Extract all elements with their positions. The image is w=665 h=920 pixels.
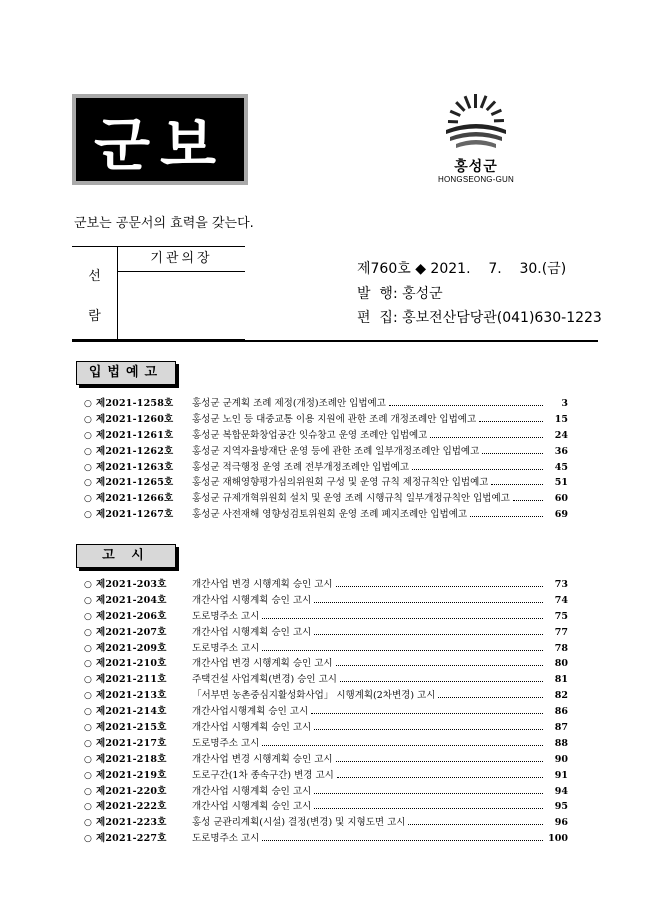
entry-number: 제2021-207호	[96, 626, 167, 638]
entry-page: 87	[554, 722, 568, 734]
entry-number: 제2021-223호	[96, 817, 167, 829]
bullet-icon: ○	[84, 802, 92, 813]
leader-dots	[314, 594, 543, 603]
hongseong-emblem-icon	[442, 92, 510, 154]
entry-page: 86	[554, 706, 568, 718]
entry-page: 45	[554, 461, 568, 473]
section-tab-notices: 고 시	[76, 544, 176, 568]
entry-title: 개간사업시행계획 승인 고시	[192, 706, 309, 718]
notices-list	[84, 577, 568, 847]
header-divider	[72, 340, 598, 342]
toc-entry[interactable]	[84, 428, 568, 444]
entry-number: 제2021-203호	[96, 579, 167, 590]
entry-title: 개간사업 변경 시행계획 승인 고시	[192, 658, 333, 670]
entry-number: 제2021-211호	[96, 674, 167, 686]
entry-number: 제2021-210호	[96, 658, 167, 670]
bullet-icon: ○	[84, 627, 92, 638]
entry-title: 도로구간(1차 종속구간) 변경 고시	[192, 769, 334, 781]
entry-page: 80	[554, 658, 568, 670]
toc-entry[interactable]	[84, 656, 568, 672]
entry-number: 제2021-227호	[96, 833, 167, 845]
agency-head-label: 기관의장	[118, 247, 245, 272]
leader-dots	[311, 705, 543, 714]
toc-entry[interactable]	[84, 593, 568, 609]
bullet-icon: ○	[84, 399, 92, 409]
leader-dots	[314, 626, 543, 635]
entry-title: 홍성군 노인 등 대중교통 이용 지원에 관한 조례 개정조례안 입법예고	[192, 413, 477, 425]
entry-page: 95	[554, 801, 568, 813]
entry-title: 개간사업 시행계획 승인 고시	[192, 626, 312, 638]
entry-page: 75	[554, 610, 568, 622]
bullet-icon: ○	[84, 494, 92, 505]
entry-title: 개간사업 시행계획 승인 고시	[192, 785, 312, 797]
entry-page: 51	[554, 477, 568, 489]
bullet-icon: ○	[84, 595, 92, 606]
entry-page: 60	[554, 493, 568, 505]
entry-number: 제2021-215호	[96, 722, 167, 734]
bullet-icon: ○	[84, 446, 92, 457]
entry-number: 제2021-219호	[96, 769, 167, 781]
entry-number: 제2021-222호	[96, 801, 167, 813]
entry-number: 제2021-213호	[96, 690, 167, 702]
entry-page: 82	[554, 690, 568, 702]
toc-entry[interactable]	[84, 609, 568, 625]
entry-title: 개간사업 시행계획 승인 고시	[192, 801, 312, 813]
toc-entry[interactable]	[84, 704, 568, 720]
bullet-icon: ○	[84, 643, 92, 654]
leader-dots	[262, 642, 543, 651]
circulation-label-column	[72, 247, 118, 339]
entry-number: 제2021-218호	[96, 753, 167, 765]
entry-title: 주택건설 사업계획(변경) 승인 고시	[192, 674, 337, 686]
issue-line: 제760호 ◆ 2021. 7. 30.(금)	[357, 261, 567, 277]
entry-title: 도로명주소 고시	[192, 737, 260, 749]
bullet-icon: ○	[84, 707, 92, 718]
toc-entry[interactable]	[84, 768, 568, 784]
leader-dots	[336, 753, 543, 762]
entry-number: 제2021-1267호	[96, 509, 174, 521]
entry-page: 96	[554, 817, 568, 829]
entry-page: 15	[554, 413, 568, 425]
circulation-label-bottom: 람	[88, 309, 101, 324]
effect-notice: 군보는 공문서의 효력을 갖는다.	[74, 216, 254, 231]
entry-number: 제2021-209호	[96, 642, 167, 654]
entry-number: 제2021-1263호	[96, 461, 174, 473]
toc-entry[interactable]	[84, 688, 568, 704]
entry-title: 개간사업 시행계획 승인 고시	[192, 722, 312, 734]
entry-title: 개간사업 시행계획 승인 고시	[192, 594, 312, 606]
entry-title: 홍성군 지역자율방재단 운영 등에 관한 조례 일부개정조례안 입법예고	[192, 445, 480, 457]
leader-dots	[408, 816, 543, 825]
bullet-icon: ○	[84, 818, 92, 829]
leader-dots	[314, 785, 543, 794]
bullet-icon: ○	[84, 675, 92, 686]
toc-entry[interactable]	[84, 475, 568, 491]
entry-title: 홍성군 복합문화창업공간 잇슈창고 운영 조례안 입법예고	[192, 429, 428, 441]
toc-entry[interactable]	[84, 831, 568, 847]
leader-dots	[491, 476, 543, 485]
toc-entry[interactable]	[84, 577, 568, 593]
leader-dots	[262, 737, 543, 746]
bullet-icon: ○	[84, 723, 92, 734]
leader-dots	[262, 610, 543, 619]
entry-title: 「서부면 농촌중심지활성화사업」 시행계획(2차변경) 고시	[192, 690, 436, 702]
entry-page: 74	[554, 594, 568, 606]
entry-page: 91	[554, 769, 568, 781]
entry-number: 제2021-1262호	[96, 445, 174, 457]
toc-entry[interactable]	[84, 460, 568, 476]
entry-title: 홍성군 재해영향평가심의위원회 구성 및 운영 규칙 제정규칙안 입법예고	[192, 477, 489, 489]
bullet-icon: ○	[84, 691, 92, 702]
bullet-icon: ○	[84, 580, 92, 590]
entry-number: 제2021-206호	[96, 610, 167, 622]
entry-number: 제2021-1260호	[96, 413, 174, 425]
bullet-icon: ○	[84, 414, 92, 425]
leader-dots	[513, 492, 543, 501]
bullet-icon: ○	[84, 510, 92, 521]
bullet-icon: ○	[84, 611, 92, 622]
leader-dots	[479, 413, 543, 422]
leader-dots	[262, 832, 543, 841]
entry-number: 제2021-1266호	[96, 493, 174, 505]
bullet-icon: ○	[84, 659, 92, 670]
entry-page: 100	[548, 833, 568, 845]
entry-page: 94	[554, 785, 568, 797]
leader-dots	[336, 578, 543, 587]
entry-number: 제2021-1265호	[96, 477, 174, 489]
logo-roman: HONGSEONG-GUN	[438, 175, 514, 184]
publisher-line: 발 행: 홍성군	[357, 285, 443, 302]
toc-entry[interactable]	[84, 752, 568, 768]
leader-dots	[336, 657, 543, 666]
bullet-icon: ○	[84, 770, 92, 781]
toc-entry[interactable]	[84, 412, 568, 428]
editor-line: 편 집: 홍보전산담당관(041)630-1223	[357, 310, 602, 326]
masthead	[72, 94, 248, 185]
entry-page: 77	[554, 626, 568, 638]
entry-title: 도로명주소 고시	[192, 833, 260, 845]
entry-page: 73	[554, 579, 568, 590]
entry-page: 81	[554, 674, 568, 686]
entry-title: 개간사업 변경 시행계획 승인 고시	[192, 753, 333, 765]
entry-number: 제2021-214호	[96, 706, 167, 718]
leader-dots	[438, 689, 543, 698]
hongseong-logo	[432, 92, 520, 192]
toc-entry[interactable]	[84, 491, 568, 507]
leader-dots	[337, 769, 543, 778]
leader-dots	[340, 673, 543, 682]
entry-title: 홍성 군관리계획(시설) 결정(변경) 및 지형도면 고시	[192, 817, 406, 829]
bullet-icon: ○	[84, 754, 92, 765]
publication-info	[357, 257, 602, 331]
circulation-label-top: 선	[88, 269, 101, 284]
entry-title: 홍성군 적극행정 운영 조례 전부개정조례안 입법예고	[192, 461, 409, 473]
masthead-title: 군보	[76, 98, 244, 181]
entry-page: 88	[554, 737, 568, 749]
leader-dots	[314, 800, 543, 809]
section-tab-legislation: 입법예고	[76, 361, 176, 385]
entry-page: 3	[561, 398, 568, 409]
entry-page: 78	[554, 642, 568, 654]
leader-dots	[470, 508, 543, 517]
bullet-icon: ○	[84, 462, 92, 473]
entry-number: 제2021-217호	[96, 737, 167, 749]
toc-entry[interactable]	[84, 784, 568, 800]
entry-number: 제2021-1261호	[96, 429, 174, 441]
toc-entry[interactable]	[84, 815, 568, 831]
logo-name: 홍성군	[454, 159, 498, 175]
bullet-icon: ○	[84, 786, 92, 797]
entry-page: 90	[554, 753, 568, 765]
toc-entry[interactable]	[84, 799, 568, 815]
entry-page: 36	[554, 445, 568, 457]
entry-page: 69	[554, 509, 568, 521]
legislation-list	[84, 396, 568, 523]
bullet-icon: ○	[84, 834, 92, 845]
toc-entry[interactable]	[84, 672, 568, 688]
entry-title: 도로명주소 고시	[192, 610, 260, 622]
entry-title: 홍성군 규제개혁위원회 설치 및 운영 조례 시행규칙 일부개정규칙안 입법예고	[192, 493, 510, 505]
entry-title: 도로명주소 고시	[192, 642, 260, 654]
toc-entry[interactable]	[84, 736, 568, 752]
entry-page: 24	[554, 429, 568, 441]
entry-number: 제2021-204호	[96, 594, 167, 606]
entry-title: 홍성군 사전재해 영향성검토위원회 운영 조례 폐지조례안 입법예고	[192, 509, 468, 521]
leader-dots	[389, 397, 543, 406]
toc-entry[interactable]	[84, 720, 568, 736]
toc-entry[interactable]	[84, 507, 568, 523]
entry-title: 홍성군 군계획 조례 제정(개정)조례안 입법예고	[192, 398, 386, 409]
leader-dots	[430, 429, 543, 438]
entry-title: 개간사업 변경 시행계획 승인 고시	[192, 579, 333, 590]
entry-number: 제2021-220호	[96, 785, 167, 797]
leader-dots	[412, 461, 543, 470]
toc-entry[interactable]	[84, 625, 568, 641]
circulation-box	[72, 246, 245, 340]
toc-entry[interactable]	[84, 641, 568, 657]
entry-number: 제2021-1258호	[96, 398, 174, 409]
toc-entry[interactable]	[84, 444, 568, 460]
bullet-icon: ○	[84, 738, 92, 749]
toc-entry[interactable]	[84, 396, 568, 412]
bullet-icon: ○	[84, 478, 92, 489]
leader-dots	[482, 445, 543, 454]
bullet-icon: ○	[84, 430, 92, 441]
leader-dots	[314, 721, 543, 730]
